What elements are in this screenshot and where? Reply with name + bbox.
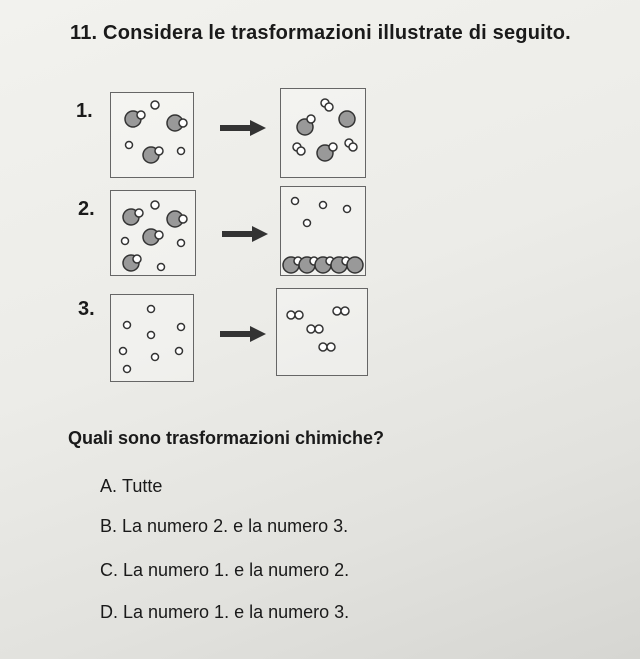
option-c-letter: C.: [100, 560, 118, 580]
question-prompt: Quali sono trasformazioni chimiche?: [68, 428, 385, 448]
row1-after-box: [280, 88, 366, 178]
option-b-letter: B.: [100, 516, 118, 536]
row2-after-box: [280, 186, 366, 276]
row3-before-molecules: [111, 295, 195, 383]
row2-before-molecules: [111, 191, 197, 277]
row3-after-box: [276, 288, 368, 376]
row1-before-molecules: [111, 93, 195, 179]
row2-after-molecules: [281, 187, 367, 277]
row3-arrow-icon: [220, 326, 266, 342]
question-title: 11. Considera le trasformazioni illustrate di seguito.: [70, 22, 571, 44]
row2-arrow-icon: [222, 226, 268, 242]
option-c-text: La numero 1. e la numero 2.: [123, 560, 350, 580]
row2-before-box: [110, 190, 196, 276]
row1-after-molecules: [281, 89, 367, 179]
option-d-text: La numero 1. e la numero 3.: [123, 602, 350, 622]
option-d[interactable]: [100, 602, 349, 623]
option-b-text: La numero 2. e la numero 3.: [122, 516, 349, 536]
row-label-2: 2.: [78, 198, 95, 220]
option-a-letter: A.: [100, 476, 118, 496]
row3-before-box: [110, 294, 194, 382]
option-d-letter: D.: [100, 602, 118, 622]
row-label-1: 1.: [76, 100, 93, 122]
row1-before-box: [110, 92, 194, 178]
option-a-text: Tutte: [122, 476, 163, 496]
option-a[interactable]: [100, 476, 162, 497]
row-label-3: 3.: [78, 298, 95, 320]
row1-arrow-icon: [220, 120, 266, 136]
option-b[interactable]: [100, 516, 348, 537]
option-c[interactable]: [100, 560, 349, 581]
row3-after-molecules: [277, 289, 369, 377]
